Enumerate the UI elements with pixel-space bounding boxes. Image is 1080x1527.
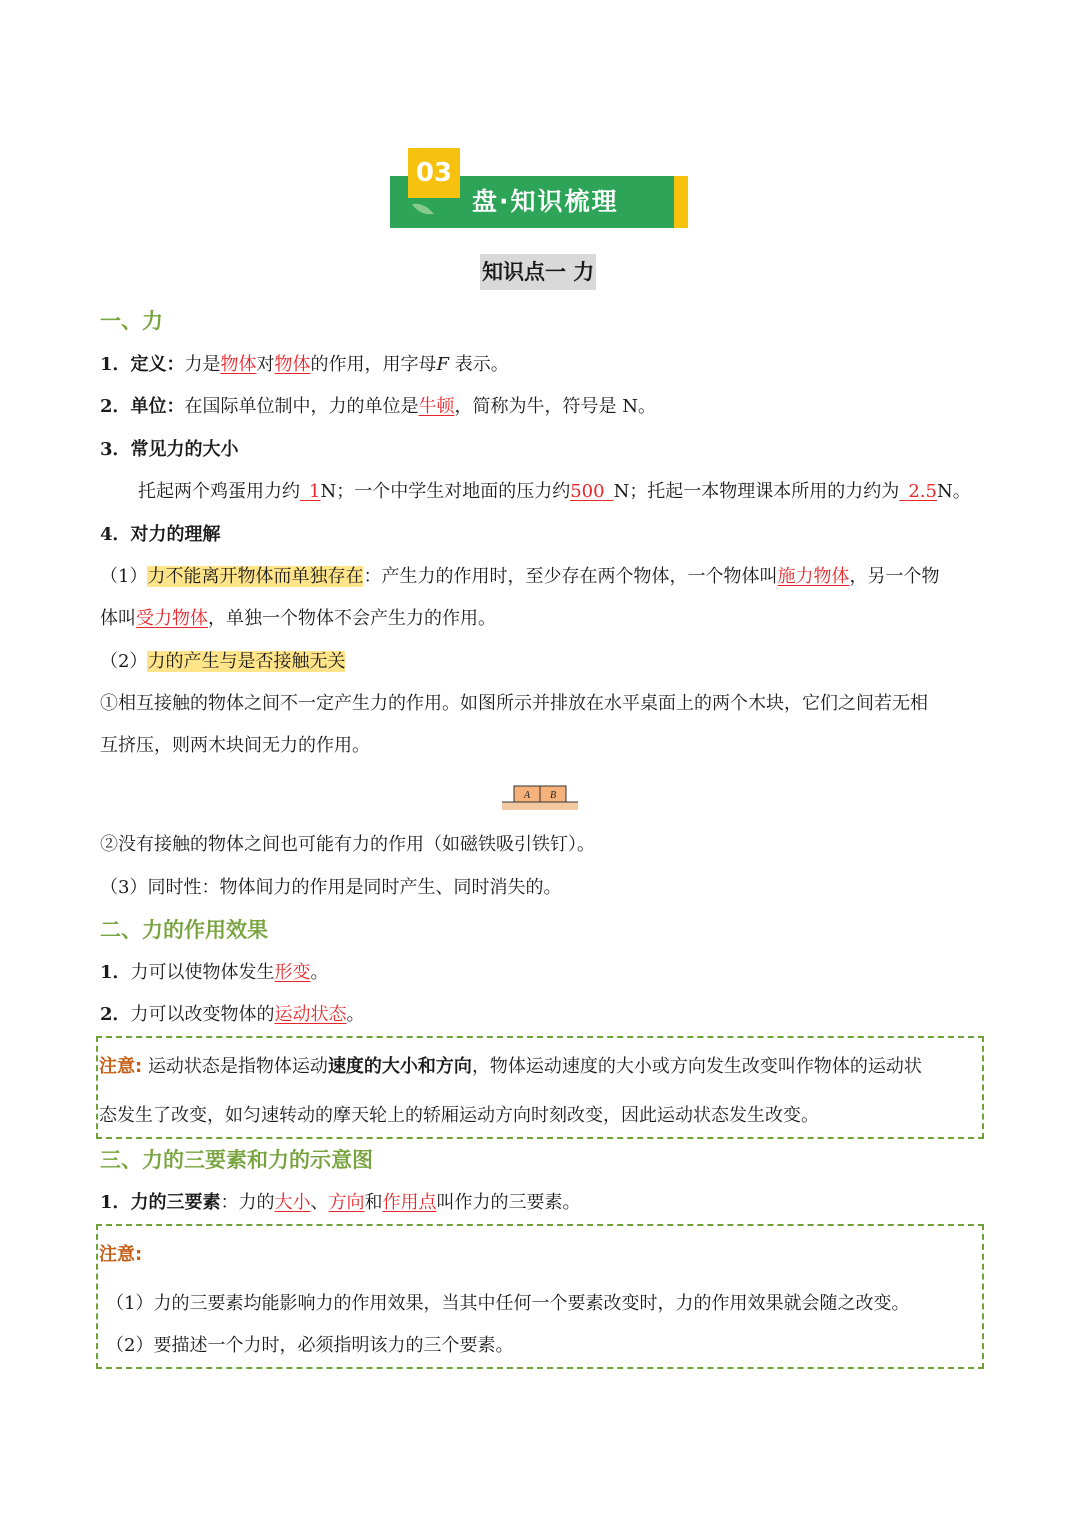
point-1-continued: 体叫受力物体，单独一个物体不会产生力的作用。: [100, 608, 496, 629]
point-2a-continued: 互挤压，则两木块间无力的作用。: [100, 735, 370, 756]
table-surface: [502, 802, 578, 810]
note-motion-line-1: 注意: 运动状态是指物体运动速度的大小和方向，物体运动速度的大小或方向发生改变叫作物体的运动状: [99, 1056, 922, 1077]
point-2b-line: ②没有接触的物体之间也可能有力的作用（如磁铁吸引铁钉）。: [100, 834, 595, 855]
note-elements-label: 注意:: [99, 1244, 143, 1265]
unit-line: 2．单位：在国际单位制中，力的单位是牛顿，简称为牛，符号是 N。: [100, 396, 657, 417]
banner-number: 03: [408, 148, 460, 198]
leaf-icon: [410, 200, 436, 218]
definition-line: 1．定义：力是物体对物体的作用，用字母F 表示。: [100, 354, 509, 375]
block-a-label: A: [523, 790, 531, 801]
three-elements-line: 1．力的三要素：力的大小、方向和作用点叫作力的三要素。: [100, 1192, 581, 1213]
point-3-line: （3）同时性：物体间力的作用是同时产生、同时消失的。: [100, 877, 562, 898]
understanding-heading: 4．对力的理解: [100, 524, 221, 545]
common-force-heading: 3．常见力的大小: [100, 439, 239, 460]
note-motion-line-2: 态发生了改变，如匀速转动的摩天轮上的轿厢运动方向时刻改变，因此运动状态发生改变。: [99, 1105, 819, 1126]
section-heading-3: 三、力的三要素和力的示意图: [100, 1148, 373, 1172]
banner-title: 盘·知识梳理: [472, 187, 619, 216]
common-force-values: 托起两个鸡蛋用力约 1N；一个中学生对地面的压力约500 N；托起一本物理课本所用的力约为 2.5N。: [138, 481, 971, 502]
note-elements-line-2: （2）要描述一个力时，必须指明该力的三个要素。: [106, 1335, 514, 1356]
wooden-blocks-figure: [500, 782, 580, 812]
point-2a-line: ①相互接触的物体之间不一定产生力的作用。如图所示并排放在水平桌面上的两个木块，它们之间若无相: [100, 693, 928, 714]
block-b-label: B: [549, 790, 557, 801]
banner-yellow-accent: [674, 176, 688, 228]
page-title: 知识点一 力: [480, 254, 596, 290]
note-elements-line-1: （1）力的三要素均能影响力的作用效果，当其中任何一个要素改变时，力的作用效果就会随之改变。: [106, 1293, 910, 1314]
effect-2-line: 2．力可以改变物体的运动状态。: [100, 1004, 365, 1025]
point-2-line: （2）力的产生与是否接触无关: [100, 651, 346, 672]
point-1-line: （1）力不能离开物体而单独存在：产生力的作用时，至少存在两个物体，一个物体叫施力物体，另一个物: [100, 566, 940, 587]
effect-1-line: 1．力可以使物体发生形变。: [100, 962, 329, 983]
section-heading-2: 二、力的作用效果: [100, 918, 268, 942]
section-heading-1: 一、力: [100, 309, 163, 333]
section-banner: [390, 148, 690, 230]
